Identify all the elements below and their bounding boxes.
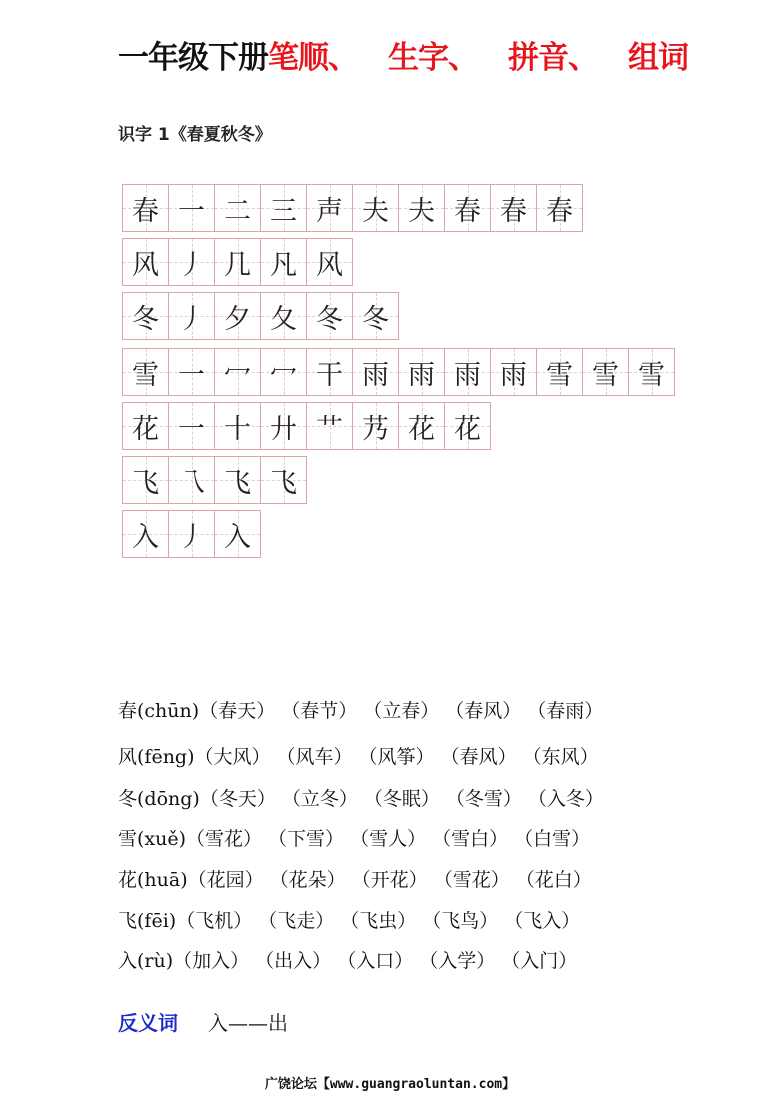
stroke-glyph: 一: [178, 359, 205, 391]
stroke-glyph: 冬: [316, 303, 343, 335]
stroke-cell: [490, 348, 537, 396]
word-item: （雪花）: [186, 828, 263, 850]
stroke-glyph: 冬: [362, 303, 389, 335]
stroke-cell: [352, 184, 399, 232]
word-item: （白雪）: [514, 828, 591, 850]
character-cell: [122, 292, 169, 340]
stroke-glyph: 艿: [362, 413, 389, 445]
footer-url[interactable]: www.guangraoluntan.com: [329, 1077, 503, 1092]
stroke-cell: [214, 238, 261, 286]
stroke-cell: [168, 348, 215, 396]
stroke-cell: [306, 402, 353, 450]
word-item: （冬天）: [199, 788, 276, 810]
stroke-row: [122, 292, 398, 340]
word-item: （入门）: [501, 950, 578, 972]
character-pinyin: 入(rù): [118, 950, 174, 972]
stroke-cell: [168, 292, 215, 340]
word-item: （东风）: [522, 746, 599, 768]
character-pinyin: 雪(xuě): [118, 828, 187, 850]
word-item: （花园）: [187, 869, 264, 891]
stroke-cell: [168, 402, 215, 450]
stroke-cell: [398, 402, 445, 450]
stroke-cell: [168, 510, 215, 558]
stroke-glyph: 二: [224, 195, 251, 227]
title-part-strokes: 笔顺、: [268, 40, 358, 76]
character-cell: [122, 348, 169, 396]
stroke-glyph: 花: [454, 413, 481, 445]
footer-suffix: 】: [502, 1077, 516, 1092]
stroke-cell: [214, 348, 261, 396]
lesson-title: 识字 1《春夏秋冬》: [118, 125, 272, 145]
word-line: [118, 824, 596, 851]
stroke-cell: [536, 184, 583, 232]
word-item: （飞入）: [504, 910, 581, 932]
word-item: （花朵）: [269, 869, 346, 891]
word-line: [118, 865, 598, 892]
stroke-glyph: 夂: [270, 303, 297, 335]
character-pinyin: 花(huā): [118, 869, 188, 891]
word-item: （入冬）: [527, 788, 604, 810]
stroke-glyph: 飞: [270, 467, 297, 499]
stroke-glyph: 雪: [132, 359, 159, 391]
word-item: （春风）: [445, 700, 522, 722]
stroke-glyph: 丿: [178, 249, 205, 281]
title-part-pinyin: 拼音、: [508, 40, 598, 76]
stroke-glyph: 风: [132, 249, 159, 281]
stroke-cell: [306, 238, 353, 286]
word-item: （飞机）: [176, 910, 253, 932]
stroke-glyph: 雪: [592, 359, 619, 391]
stroke-glyph: 花: [408, 413, 435, 445]
stroke-glyph: 三: [270, 195, 297, 227]
character-cell: [122, 510, 169, 558]
word-item: （春天）: [199, 700, 276, 722]
stroke-cell: [306, 348, 353, 396]
stroke-row: [122, 510, 260, 558]
stroke-cell: [214, 402, 261, 450]
stroke-glyph: 凡: [270, 249, 297, 281]
stroke-glyph: 风: [316, 249, 343, 281]
word-item: （风筝）: [358, 746, 435, 768]
word-item: （春风）: [440, 746, 517, 768]
stroke-glyph: 飞: [132, 467, 159, 499]
stroke-cell: [168, 184, 215, 232]
title-part-words: 组词: [628, 40, 688, 76]
word-line: [118, 742, 605, 769]
stroke-row: [122, 184, 582, 232]
word-item: （出入）: [255, 950, 332, 972]
stroke-cell: [214, 456, 261, 504]
stroke-glyph: 冬: [132, 303, 159, 335]
word-item: （大风）: [194, 746, 271, 768]
character-pinyin: 春(chūn): [118, 700, 200, 722]
stroke-glyph: 十: [224, 413, 251, 445]
stroke-glyph: 乁: [178, 467, 205, 499]
word-line: [118, 696, 609, 723]
title-part-characters: 生字、: [388, 40, 478, 76]
stroke-cell: [352, 348, 399, 396]
stroke-glyph: 花: [132, 413, 159, 445]
stroke-glyph: 春: [546, 195, 573, 227]
footer-prefix: 广饶论坛【: [264, 1077, 330, 1092]
stroke-cell: [306, 184, 353, 232]
word-item: （风车）: [276, 746, 353, 768]
antonym-label: 反义词: [118, 1011, 178, 1035]
stroke-cell: [168, 238, 215, 286]
word-item: （春雨）: [527, 700, 604, 722]
stroke-cell: [352, 292, 399, 340]
word-item: （雪白）: [432, 828, 509, 850]
word-line: [118, 946, 583, 973]
stroke-glyph: 丿: [178, 303, 205, 335]
stroke-cell: [214, 510, 261, 558]
stroke-glyph: 飞: [224, 467, 251, 499]
word-item: （花白）: [515, 869, 592, 891]
stroke-cell: [398, 348, 445, 396]
stroke-cell: [490, 184, 537, 232]
stroke-cell: [398, 184, 445, 232]
stroke-glyph: 夕: [224, 303, 251, 335]
word-line: [118, 906, 586, 933]
word-item: （入口）: [337, 950, 414, 972]
stroke-row: [122, 456, 306, 504]
stroke-cell: [260, 456, 307, 504]
title-grade: 一年级下册: [118, 40, 268, 76]
stroke-glyph: 入: [224, 521, 251, 553]
word-item: （冬雪）: [445, 788, 522, 810]
page-title: [118, 36, 688, 80]
word-item: （入学）: [419, 950, 496, 972]
stroke-cell: [444, 184, 491, 232]
word-item: （冬眠）: [363, 788, 440, 810]
stroke-glyph: 廾: [270, 413, 297, 445]
stroke-cell: [214, 184, 261, 232]
stroke-cell: [168, 456, 215, 504]
stroke-cell: [260, 348, 307, 396]
stroke-glyph: 雨: [500, 359, 527, 391]
stroke-cell: [260, 292, 307, 340]
stroke-glyph: 艹: [316, 413, 343, 445]
word-item: （飞走）: [258, 910, 335, 932]
stroke-glyph: 春: [454, 195, 481, 227]
stroke-glyph: 一: [178, 413, 205, 445]
stroke-row: [122, 348, 674, 396]
word-item: （加入）: [173, 950, 250, 972]
stroke-cell: [628, 348, 675, 396]
stroke-cell: [444, 402, 491, 450]
stroke-glyph: 入: [132, 521, 159, 553]
stroke-cell: [352, 402, 399, 450]
character-pinyin: 风(fēng): [118, 746, 195, 768]
stroke-cell: [260, 402, 307, 450]
character-cell: [122, 238, 169, 286]
stroke-glyph: 冖: [270, 359, 297, 391]
footer: [0, 1073, 780, 1092]
stroke-cell: [536, 348, 583, 396]
stroke-glyph: 丿: [178, 521, 205, 553]
stroke-glyph: 声: [316, 195, 343, 227]
stroke-cell: [260, 238, 307, 286]
stroke-glyph: 几: [224, 249, 251, 281]
stroke-glyph: 夫: [408, 195, 435, 227]
stroke-cell: [260, 184, 307, 232]
word-item: （立冬）: [281, 788, 358, 810]
antonym-section: [118, 1007, 288, 1036]
stroke-glyph: 一: [178, 195, 205, 227]
stroke-glyph: 雨: [454, 359, 481, 391]
stroke-cell: [214, 292, 261, 340]
stroke-glyph: 干: [316, 359, 343, 391]
word-item: （雪人）: [350, 828, 427, 850]
character-cell: [122, 402, 169, 450]
word-item: （飞虫）: [340, 910, 417, 932]
stroke-glyph: 雪: [546, 359, 573, 391]
character-cell: [122, 184, 169, 232]
word-item: （飞鸟）: [422, 910, 499, 932]
stroke-glyph: 雨: [408, 359, 435, 391]
stroke-row: [122, 238, 352, 286]
stroke-glyph: 春: [132, 195, 159, 227]
word-line: [118, 784, 610, 811]
word-item: （雪花）: [433, 869, 510, 891]
word-item: （春节）: [281, 700, 358, 722]
stroke-glyph: 春: [500, 195, 527, 227]
stroke-glyph: 雪: [638, 359, 665, 391]
stroke-glyph: 冖: [224, 359, 251, 391]
word-item: （下雪）: [268, 828, 345, 850]
stroke-cell: [306, 292, 353, 340]
stroke-glyph: 夫: [362, 195, 389, 227]
word-item: （开花）: [351, 869, 428, 891]
character-cell: [122, 456, 169, 504]
stroke-row: [122, 402, 490, 450]
antonym-pair: 入——出: [208, 1011, 288, 1035]
character-pinyin: 冬(dōng): [118, 788, 200, 810]
stroke-cell: [444, 348, 491, 396]
word-item: （立春）: [363, 700, 440, 722]
stroke-glyph: 雨: [362, 359, 389, 391]
stroke-cell: [582, 348, 629, 396]
character-pinyin: 飞(fēi): [118, 910, 177, 932]
